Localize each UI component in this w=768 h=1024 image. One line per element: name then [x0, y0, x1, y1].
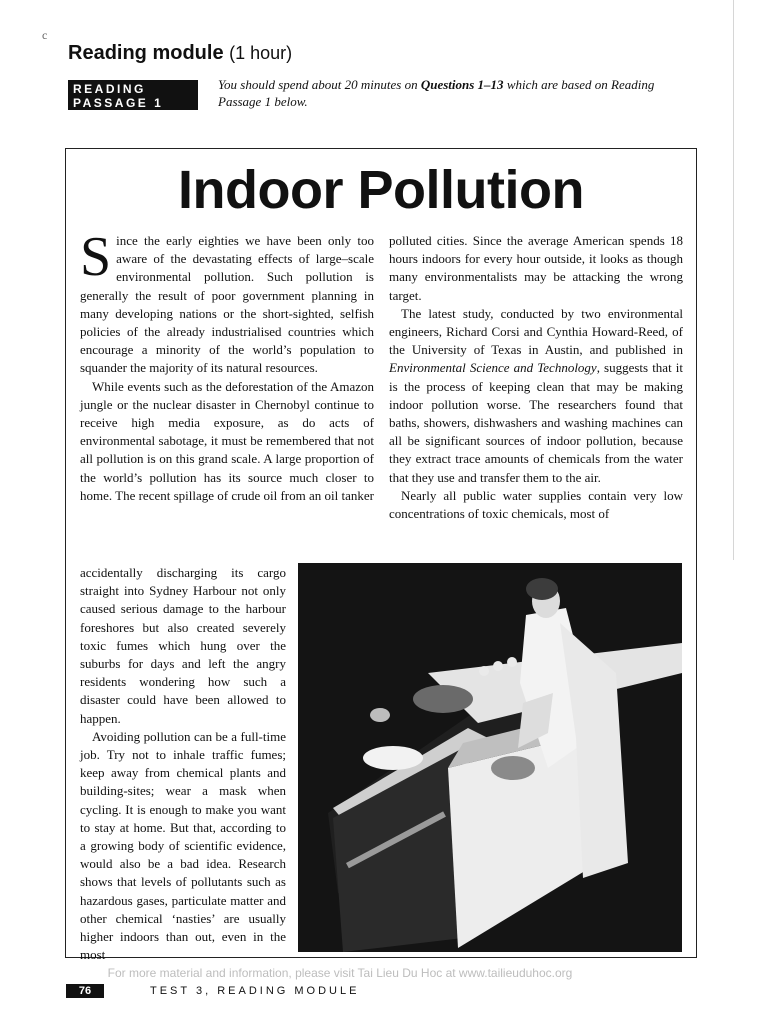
drop-cap: S [80, 226, 112, 288]
column-left [80, 226, 374, 505]
column-bottom-left [80, 564, 286, 964]
paragraph-2-continued: accidentally discharging its cargo straight into Sydney Harbour not only caused serious damage to the harbour foreshores but also created severely toxic fumes which hung over the suburbs for days and left the angry residents wondering how such a disaster could have been allowed to happen. [80, 565, 286, 726]
kitchen-illustration [298, 563, 682, 952]
scan-edge-line [733, 0, 734, 560]
module-title: Reading module [68, 42, 224, 64]
module-duration: (1 hour) [229, 43, 293, 63]
corner-mark: c [42, 28, 48, 42]
badge-line-passage: PASSAGE 1 [73, 96, 164, 110]
journal-title: Environmental Science and Technology [389, 360, 597, 376]
instructions-text: You should spend about 20 minutes on [218, 77, 421, 92]
article-title: Indoor Pollution [178, 160, 584, 220]
paragraph-4-text: The latest study, conducted by two environmental engineers, Richard Corsi and Cynthia Howard-Reed, of the University of Texas in Austin, and published in [389, 305, 683, 358]
paragraph-2-start: While events such as the deforestation of the Amazon jungle or the nuclear disaster in Chernobyl continue to receive high media exposure, as do acts of environmental sabotage, it must be remembered that not all pollution is on this grand scale. A large proportion of the world’s pollution has its source much closer to home. The recent spillage of crude oil from an oil tanker [80, 378, 374, 503]
instructions-text-end: which are based on Reading Passage 1 below. [218, 77, 655, 109]
kitchen-photo [298, 563, 682, 952]
instructions [218, 76, 678, 110]
passage-badge [68, 80, 198, 110]
page-number: 76 [66, 984, 104, 998]
paragraph-4 [389, 305, 683, 487]
footer-label: TEST 3, READING MODULE [150, 985, 360, 997]
paragraph-3: Avoiding pollution can be a full-time job. Try not to inhale traffic fumes; keep away from chemical plants and building-sites; wear a mask when cycling. It is enough to make you want to stay at home. But that, according to a growing body of scientific evidence, would also be a bad idea. Research shows that levels of pollutants such as hazardous gases, particulate matter and other chemical ‘nasties’ are usually higher indoors than out, even in the most [80, 728, 286, 963]
module-heading [68, 42, 292, 65]
instructions-questions: Questions 1–13 [420, 77, 504, 92]
paragraph-5: Nearly all public water supplies contain very low concentrations of toxic chemicals, most of [389, 487, 683, 522]
column-right [389, 232, 683, 523]
website-note: For more material and information, please visit Tai Lieu Du Hoc at www.tailieuduhoc.org [107, 966, 573, 980]
badge-line-reading: READING [73, 82, 146, 96]
paragraph-1-text: ince the early eighties we have been only too aware of the devastating effects of large–scale environmental pollution. Such pollution is generally the result of poor government planning in many developing nations or the short-sighted, selfish policies of the already industrialised countries which encourage a minority of the world’s population to squander the majority of its natural resources. [80, 233, 374, 376]
paragraph-3-continued: polluted cities. Since the average American spends 18 hours indoors for every hour outside, it looks as though many environmentalists may be attacking the wrong target. [389, 233, 683, 303]
paragraph-1 [80, 226, 374, 378]
paragraph-4-text-end: , suggests that it is the process of keeping clean that may be making indoor pollution worse. The researchers found that baths, showers, dishwashers and washing machines can all be significant sources of indoor pollution, because they extract trace amounts of chemicals from the water that they use and transfer them to the air. [389, 360, 683, 485]
